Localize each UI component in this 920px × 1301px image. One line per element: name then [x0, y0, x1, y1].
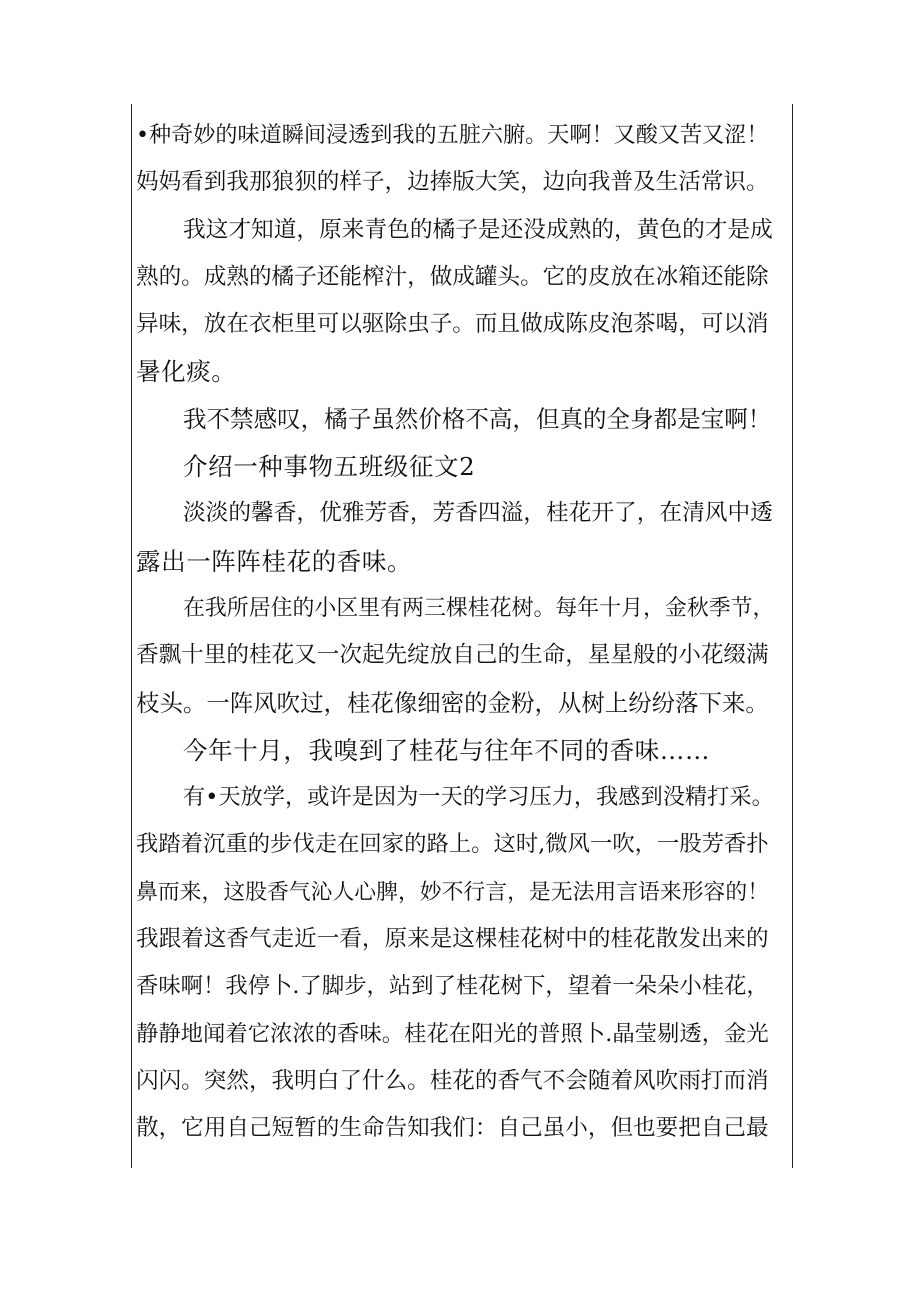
text-line: 异味，放在衣柜里可以驱除虫子。而且做成陈皮泡茶喝，可以消	[136, 311, 769, 338]
text-line: 暑化痰。	[136, 357, 237, 387]
text-line: 枝头。一阵风吹过，桂花像细密的金粉，从树上纷纷落下来。	[136, 688, 769, 717]
text-line: 露出一阵阵桂花的香味。	[136, 546, 413, 576]
text-line: 散，它用自己短暂的生命告知我们：自己虽小，但也要把自己最	[136, 1115, 769, 1142]
text-line: 妈妈看到我那狼狈的样子，边捧版大笑，边向我普及生活常识。	[136, 169, 769, 196]
text-line: 熟的。成熟的橘子还能榨汁，做成罐头。它的皮放在冰箱还能除	[136, 263, 769, 290]
text-line: 香飘十里的桂花又一次起先绽放自己的生命，星星般的小花缀满	[136, 642, 769, 669]
text-line: 淡淡的馨香，优雅芳香，芳香四溢，桂花开了，在清风中透	[183, 500, 773, 527]
document-body	[136, 112, 788, 1153]
text-line: •种奇妙的味道瞬间浸透到我的五脏六腑。天啊！又酸又苦又涩！	[136, 122, 769, 148]
text-line: 我跟着这香气走近一看，原来是这棵桂花树中的桂花散发出来的	[136, 926, 769, 953]
text-line: 我这才知道，原来青色的橘子是还没成熟的，黄色的才是成	[183, 216, 773, 243]
text-line: 我不禁感叹，橘子虽然价格不高，但真的全身都是宝啊！	[183, 404, 772, 433]
text-line: 在我所居住的小区里有两三棵桂花树。每年十月，金秋季节，	[183, 595, 775, 621]
text-line: 闪闪。突然，我明白了什么。桂花的香气不会随着风吹雨打而消	[136, 1067, 769, 1094]
text-line: 有•天放学，或许是因为一天的学习压力，我感到没精打采。	[183, 784, 774, 811]
text-line: 我踏着沉重的步伐走在回家的路上。这时,微风一吹，一股芳香扑	[136, 831, 769, 858]
text-line: 香味啊！我停卜.了脚步，站到了桂花树下，望着一朵朵小桂花，	[136, 973, 769, 1000]
text-line: 介绍一种事物五班级征文2	[183, 452, 476, 482]
text-line: 静静地闻着它浓浓的香味。桂花在阳光的普照卜.晶莹剔透，金光	[136, 1020, 769, 1047]
text-line: 鼻而来，这股香气沁人心脾，妙不行言，是无法用言语来形容的！	[136, 879, 770, 905]
text-line: 今年十月，我嗅到了桂花与往年不同的香味……	[183, 735, 711, 765]
